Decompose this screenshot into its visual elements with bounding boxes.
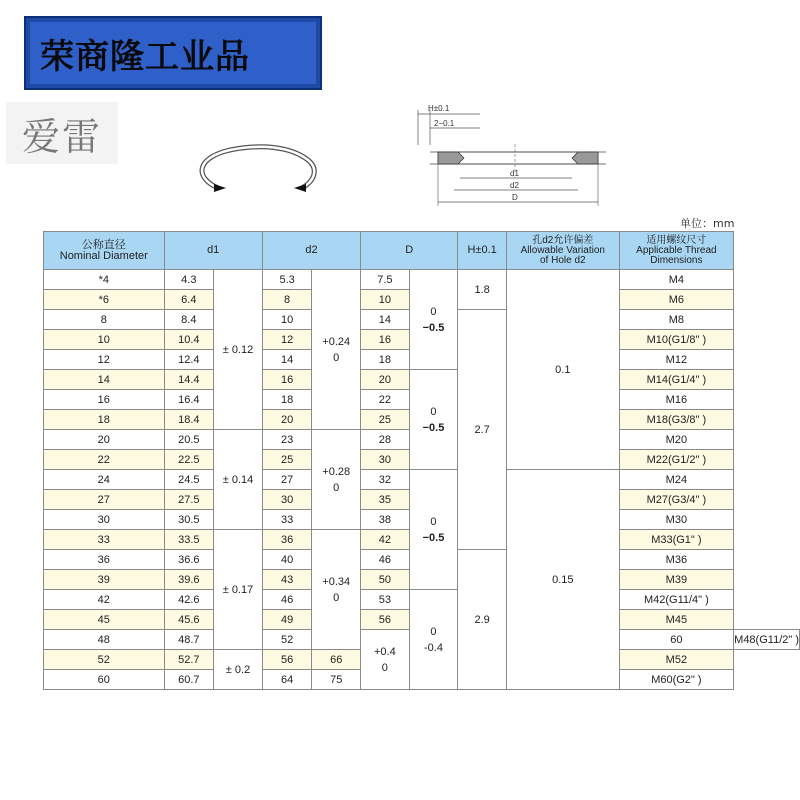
cell-d1-tol: ± 0.2 [214,650,263,690]
cell-D: 28 [361,430,410,450]
cell-d2: 18 [262,390,312,410]
D-tol-upper: 0 [430,625,437,638]
cell-d1: 12.4 [164,350,214,370]
cell-nominal: 52 [44,650,165,670]
table-row [44,370,800,390]
cell-D-tol [409,370,458,470]
D-tol-lower: -0.4 [423,641,443,654]
label-h: H±0.1 [428,104,450,113]
cell-nominal: 8 [44,310,165,330]
cell-thread: M39 [619,570,734,590]
cell-D: 53 [361,590,410,610]
header-thread-cn: 适用螺纹尺寸 [646,234,707,246]
cell-D: 22 [361,390,410,410]
cell-nominal: 20 [44,430,165,450]
cell-d2: 40 [262,550,312,570]
header-d1: d1 [164,232,262,270]
cell-D: 46 [361,550,410,570]
cell-nominal: 24 [44,470,165,490]
d2-tol-upper: +0.28 [322,465,351,478]
cell-D: 14 [361,310,410,330]
cell-d2: 64 [262,670,312,690]
cell-d1: 16.4 [164,390,214,410]
table-row [44,590,800,610]
cell-D-tol [409,470,458,590]
cell-d1: 18.4 [164,410,214,430]
d2-tol-lower: 0 [333,481,340,494]
cell-thread: M4 [619,270,734,290]
d2-tol-upper: +0.34 [322,575,351,588]
cell-d1-tol: ± 0.12 [214,270,263,430]
cell-thread: M12 [619,350,734,370]
cell-d1: 52.7 [164,650,214,670]
cell-d2: 23 [262,430,312,450]
cell-d1: 60.7 [164,670,214,690]
D-tol-lower: −0.5 [422,531,445,544]
cell-d2: 36 [262,530,312,550]
cell-thread: M48(G11/2" ) [734,630,800,650]
cell-d2: 30 [262,490,312,510]
cell-D: 42 [361,530,410,550]
header-thread-en1: Applicable Thread [636,244,717,256]
cell-d1: 48.7 [164,630,214,650]
cell-thread: M10(G1/8" ) [619,330,734,350]
table-row [44,270,800,290]
cell-nominal: *6 [44,290,165,310]
d2-tol-upper: +0.4 [374,645,396,658]
cell-d2: 49 [262,610,312,630]
cell-d1: 10.4 [164,330,214,350]
cell-d2: 20 [262,410,312,430]
cell-thread: M16 [619,390,734,410]
d2-tol-upper: +0.24 [322,335,351,348]
cell-nominal: 16 [44,390,165,410]
cell-nominal: 27 [44,490,165,510]
cell-D-tol [409,590,458,690]
header-thread [619,232,734,270]
cell-d1: 39.6 [164,570,214,590]
cell-nominal: *4 [44,270,165,290]
cell-nominal: 48 [44,630,165,650]
cell-thread: M20 [619,430,734,450]
cross-section-drawing [410,100,610,210]
cell-D: 16 [361,330,410,350]
cell-nominal: 30 [44,510,165,530]
header-variation-cn: 孔d2允许偏差 [532,234,594,246]
brand-banner [24,16,322,90]
D-tol-lower: −0.5 [422,421,445,434]
unit-label: 单位：mm [680,217,735,230]
cell-D: 66 [312,650,361,670]
seal-ring-illustration [190,140,330,200]
spec-table [43,231,800,690]
cell-variation: 0.15 [507,470,620,690]
cell-thread: M42(G11/4" ) [619,590,734,610]
cell-d2: 56 [262,650,312,670]
cell-nominal: 36 [44,550,165,570]
cell-d2: 16 [262,370,312,390]
D-tol-upper: 0 [430,405,437,418]
cell-thread: M24 [619,470,734,490]
cell-D: 35 [361,490,410,510]
cell-d2: 46 [262,590,312,610]
cell-h: 2.7 [458,310,507,550]
cell-D: 32 [361,470,410,490]
cell-h: 2.9 [458,550,507,690]
cell-thread: M33(G1" ) [619,530,734,550]
cell-nominal: 42 [44,590,165,610]
cell-d2: 14 [262,350,312,370]
d2-tol-lower: 0 [381,661,388,674]
header-thread-en2: Dimensions [650,254,703,266]
cell-d2: 25 [262,450,312,470]
cell-d2: 10 [262,310,312,330]
header-nominal-en: Nominal Diameter [59,249,148,262]
cell-d2-tol [361,630,410,690]
cell-thread: M18(G3/8" ) [619,410,734,430]
cell-D: 30 [361,450,410,470]
cell-d1: 45.6 [164,610,214,630]
label-D: D [512,193,518,202]
cell-d1: 20.5 [164,430,214,450]
cell-d2-tol [312,530,361,650]
cell-D: 56 [361,610,410,630]
cell-nominal: 22 [44,450,165,470]
cell-d1: 4.3 [164,270,214,290]
cell-h: 1.8 [458,270,507,310]
d2-tol-lower: 0 [333,591,340,604]
cell-variation: 0.1 [507,270,620,470]
header-variation [507,232,620,270]
cell-nominal: 12 [44,350,165,370]
cell-d1: 14.4 [164,370,214,390]
cell-d2: 43 [262,570,312,590]
cell-thread: M45 [619,610,734,630]
cell-d1: 33.5 [164,530,214,550]
D-tol-lower: −0.5 [422,321,445,334]
cell-d2: 52 [262,630,312,650]
cell-d2: 12 [262,330,312,350]
header-nominal-cn: 公称直径 [81,238,126,251]
cell-D: 50 [361,570,410,590]
cell-d1: 36.6 [164,550,214,570]
header-variation-en2: of Hole d2 [540,254,586,266]
cell-thread: M22(G1/2" ) [619,450,734,470]
header-variation-en1: Allowable Variation [520,244,605,256]
cell-D: 10 [361,290,410,310]
table-row [44,470,800,490]
cell-D: 25 [361,410,410,430]
label-d2: d2 [510,181,519,190]
cell-thread: M8 [619,310,734,330]
cell-nominal: 45 [44,610,165,630]
cell-d1: 24.5 [164,470,214,490]
cell-d1: 6.4 [164,290,214,310]
cell-d2-tol [312,430,361,530]
header-D: D [361,232,458,270]
d2-tol-lower: 0 [333,351,340,364]
cell-thread: M36 [619,550,734,570]
cell-thread: M60(G2" ) [619,670,734,690]
header-nominal [44,232,165,270]
cell-thread: M6 [619,290,734,310]
cell-thread: M30 [619,510,734,530]
cell-thread: M27(G3/4" ) [619,490,734,510]
cell-D-tol [409,270,458,370]
cell-d2: 33 [262,510,312,530]
cell-d1-tol: ± 0.17 [214,530,263,650]
cell-nominal: 18 [44,410,165,430]
D-tol-upper: 0 [430,305,437,318]
D-tol-upper: 0 [430,515,437,528]
cell-d1: 42.6 [164,590,214,610]
cell-d1-tol: ± 0.14 [214,430,263,530]
cell-D: 20 [361,370,410,390]
cell-D: 75 [312,670,361,690]
cell-d2: 27 [262,470,312,490]
brand-title: 荣商隆工业品 [30,22,316,84]
cell-d2: 8 [262,290,312,310]
cell-D: 18 [361,350,410,370]
cell-d1: 22.5 [164,450,214,470]
watermark-logo: 爱雷 [6,102,118,164]
cell-D: 38 [361,510,410,530]
label-2: 2−0.1 [434,119,455,128]
cell-D: 7.5 [361,270,410,290]
cell-nominal: 14 [44,370,165,390]
cell-D: 60 [619,630,734,650]
header-d2: d2 [262,232,360,270]
cell-d2: 5.3 [262,270,312,290]
cell-thread: M52 [619,650,734,670]
cell-nominal: 60 [44,670,165,690]
cell-d1: 30.5 [164,510,214,530]
header-h: H±0.1 [458,232,507,270]
cell-nominal: 10 [44,330,165,350]
cell-thread: M14(G1/4" ) [619,370,734,390]
cell-nominal: 39 [44,570,165,590]
cell-d1: 27.5 [164,490,214,510]
label-d1: d1 [510,169,519,178]
cell-d2-tol [312,270,361,430]
cell-nominal: 33 [44,530,165,550]
cell-d1: 8.4 [164,310,214,330]
